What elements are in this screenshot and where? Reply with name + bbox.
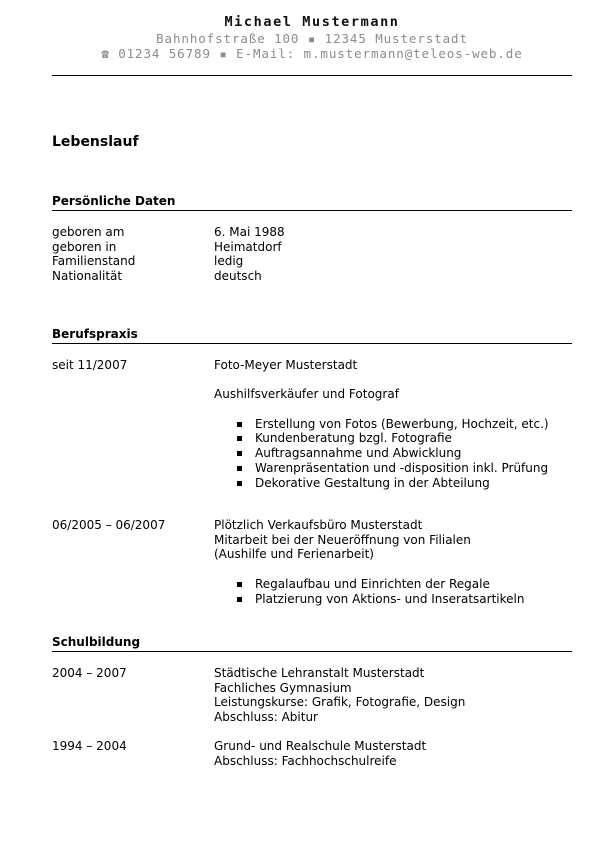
task-item: Erstellung von Fotos (Bewerbung, Hochzeit, etc.) bbox=[214, 417, 572, 432]
experience-period: 06/2005 – 06/2007 bbox=[52, 518, 166, 532]
task-list bbox=[214, 577, 572, 606]
education-line: Leistungskurse: Grafik, Fotografie, Design bbox=[214, 695, 466, 710]
education-details bbox=[214, 666, 572, 725]
education-school: Städtische Lehranstalt Musterstadt bbox=[214, 666, 425, 680]
experience-employer: Foto-Meyer Musterstadt bbox=[214, 358, 358, 372]
document-title: Lebenslauf bbox=[52, 134, 139, 150]
personal-value: deutsch bbox=[214, 269, 262, 284]
personal-label: Nationalität bbox=[52, 269, 123, 284]
experience-role: Mitarbeit bei der Neueröffnung von Filialen bbox=[214, 532, 471, 547]
task-item: Auftragsannahme und Abwicklung bbox=[214, 446, 572, 461]
personal-value: Heimatdorf bbox=[214, 239, 282, 254]
section-title-experience: Berufspraxis bbox=[52, 327, 572, 344]
education-details bbox=[214, 739, 572, 768]
applicant-name: Michael Mustermann bbox=[224, 14, 400, 30]
experience-details bbox=[214, 518, 572, 606]
header-divider bbox=[52, 75, 572, 76]
task-list bbox=[214, 417, 572, 491]
experience-note: (Aushilfe und Ferienarbeit) bbox=[214, 547, 374, 562]
education-degree: Abschluss: Fachhochschulreife bbox=[214, 753, 397, 768]
task-item: Dekorative Gestaltung in der Abteilung bbox=[214, 476, 572, 491]
personal-value: 6. Mai 1988 bbox=[214, 225, 285, 239]
applicant-address: Bahnhofstraße 100 ▪ 12345 Musterstadt bbox=[156, 31, 468, 46]
personal-label: geboren in bbox=[52, 239, 117, 254]
experience-details bbox=[214, 358, 572, 490]
education-school: Grund- und Realschule Musterstadt bbox=[214, 739, 427, 753]
section-title-personal: Persönliche Daten bbox=[52, 194, 572, 211]
education-degree: Abschluss: Abitur bbox=[214, 710, 318, 725]
education-period: 2004 – 2007 bbox=[52, 666, 127, 680]
education-line: Fachliches Gymnasium bbox=[214, 680, 352, 695]
letterhead bbox=[52, 14, 572, 61]
education-period: 1994 – 2004 bbox=[52, 739, 127, 753]
task-item: Warenpräsentation und -disposition inkl. Prüfung bbox=[214, 461, 572, 476]
personal-value: ledig bbox=[214, 254, 244, 269]
task-item: Regalaufbau und Einrichten der Regale bbox=[214, 577, 572, 592]
applicant-contact: ☎ 01234 56789 ▪ E-Mail: m.mustermann@teleos-web.de bbox=[101, 46, 523, 61]
experience-role: Aushilfsverkäufer und Fotograf bbox=[214, 387, 399, 402]
personal-label: Familienstand bbox=[52, 254, 136, 269]
personal-label: geboren am bbox=[52, 225, 125, 239]
task-item: Kundenberatung bzgl. Fotografie bbox=[214, 431, 572, 446]
section-title-education: Schulbildung bbox=[52, 635, 572, 652]
experience-employer: Plötzlich Verkaufsbüro Musterstadt bbox=[214, 518, 423, 532]
experience-period: seit 11/2007 bbox=[52, 358, 128, 372]
task-item: Platzierung von Aktions- und Inseratsartikeln bbox=[214, 592, 572, 607]
